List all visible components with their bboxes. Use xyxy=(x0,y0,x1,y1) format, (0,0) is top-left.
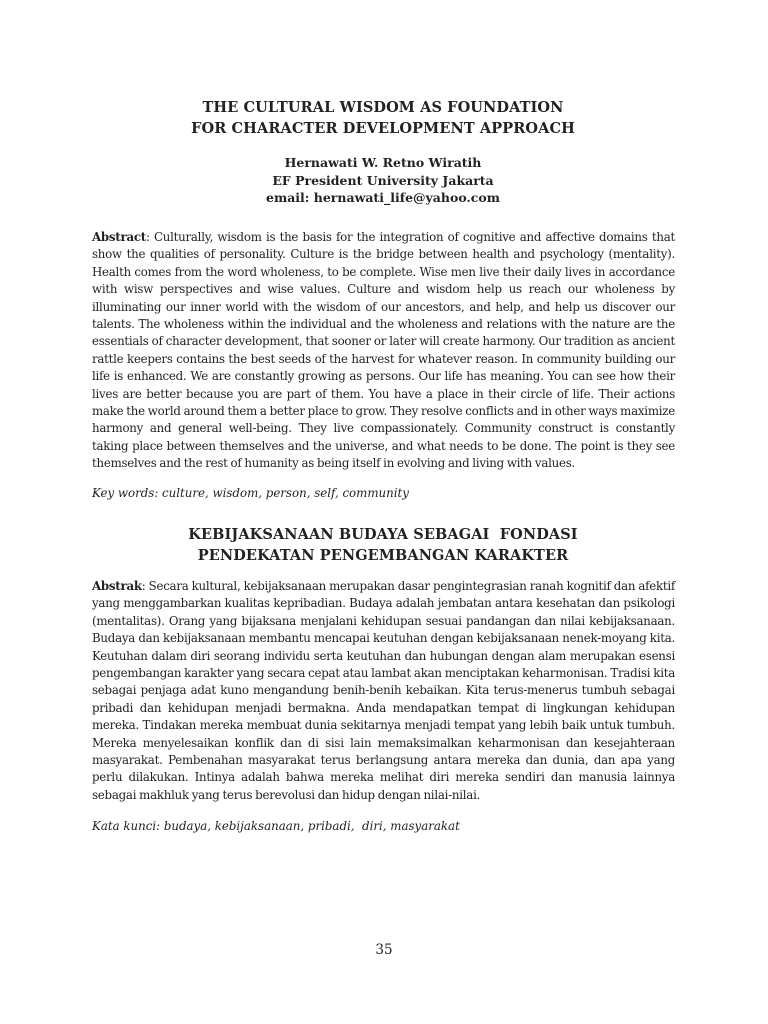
author-email: email: hernawati_life@yahoo.com xyxy=(266,190,500,205)
english-keywords: Key words: culture, wisdom, person, self, community xyxy=(92,486,409,500)
indonesian-keywords: Kata kunci: budaya, kebijaksanaan, pribadi, diri, masyarakat xyxy=(92,819,460,833)
page-number: 35 xyxy=(375,942,393,958)
english-title xyxy=(92,97,674,139)
english-title-line-1: THE CULTURAL WISDOM AS FOUNDATION xyxy=(202,99,564,116)
author-affiliation: EF President University Jakarta xyxy=(272,172,494,188)
english-abstract xyxy=(92,229,675,473)
author-block xyxy=(92,154,674,207)
indonesian-abstract-text: : Secara kultural, kebijaksanaan merupakan dasar pengintegrasian ranah kognitif dan afektif yang menggambarkan kualitas kepribadian. Budaya adalah jembatan antara kesehatan dan psikologi (mentalitas). Orang yang bijaksana menjalani kehidupan sesuai pandangan dan nilai kebijaksanaan. Budaya dan kebijaksanaan membantu mencapai keutuhan dengan kebijaksanaan nenek-moyang kita. Keutuhan dalam diri seorang individu serta keutuhan dan hubungan dengan alam merupakan esensi pengembangan karakter yang secara cepat atau lambat akan menciptakan keharmonisan. Tradisi kita sebagai penjaga adat kuno mengandung benih-benih kebaikan. Kita terus-menerus tumbuh sebagai pribadi dan kehidupan menjadi bermakna. Anda mendapatkan tempat di lingkungan kehidupan mereka. Tindakan mereka membuat dunia sekitarnya menjadi tempat yang lebih baik untuk tumbuh. Mereka menyelesaikan konflik dan di sisi lain memaksimalkan keharmonisan dan kesejahteraan masyarakat. Pembenahan masyarakat terus berlangsung antara mereka dan dunia, dan apa yang perlu dilakukan. Intinya adalah bahwa mereka melihat diri mereka sendiri dan manusia lainnya sebagai makhluk yang terus berevolusi dan hidup dengan nilai-nilai. xyxy=(92,579,675,802)
author-name: Hernawati W. Retno Wiratih xyxy=(284,155,482,170)
indonesian-abstract xyxy=(92,578,675,804)
indonesian-abstract-label: Abstrak xyxy=(92,579,142,593)
english-abstract-text: : Culturally, wisdom is the basis for the integration of cognitive and affective domains that show the qualities of personality. Culture is the bridge between health and psychology (mentality). Health comes from the word wholeness, to be complete. Wise men live their daily lives in accordance with wisw perspectives and wise values. Culture and wisdom help us reach our wholeness by illuminating our inner world with the wisdom of our ancestors, and help, and help us discover our talents. The wholeness within the individual and the wholeness and relations with the nature are the essentials of character development, that sooner or later will create harmony. Our tradition as ancient rattle keepers contains the best seeds of the harvest for whatever reason. In community building our life is enhanced. We are constantly growing as persons. Our life has meaning. You can see how their lives are better because you are part of them. You have a place in their circle of life. Their actions make the world around them a better place to grow. They resolve conflicts and in other ways maximize harmony and general well-being. They live compassionately. Community construct is constantly taking place between themselves and the universe, and what needs to be done. The point is they see themselves and the rest of humanity as being itself in evolving and living with values. xyxy=(92,230,675,471)
indonesian-title-line-1: KEBIJAKSANAAN BUDAYA SEBAGAI FONDASI xyxy=(188,526,578,543)
english-title-line-2: FOR CHARACTER DEVELOPMENT APPROACH xyxy=(191,120,575,137)
indonesian-title-line-2: PENDEKATAN PENGEMBANGAN KARAKTER xyxy=(197,547,569,564)
indonesian-title xyxy=(92,524,674,566)
english-abstract-label: Abstract xyxy=(92,230,146,244)
